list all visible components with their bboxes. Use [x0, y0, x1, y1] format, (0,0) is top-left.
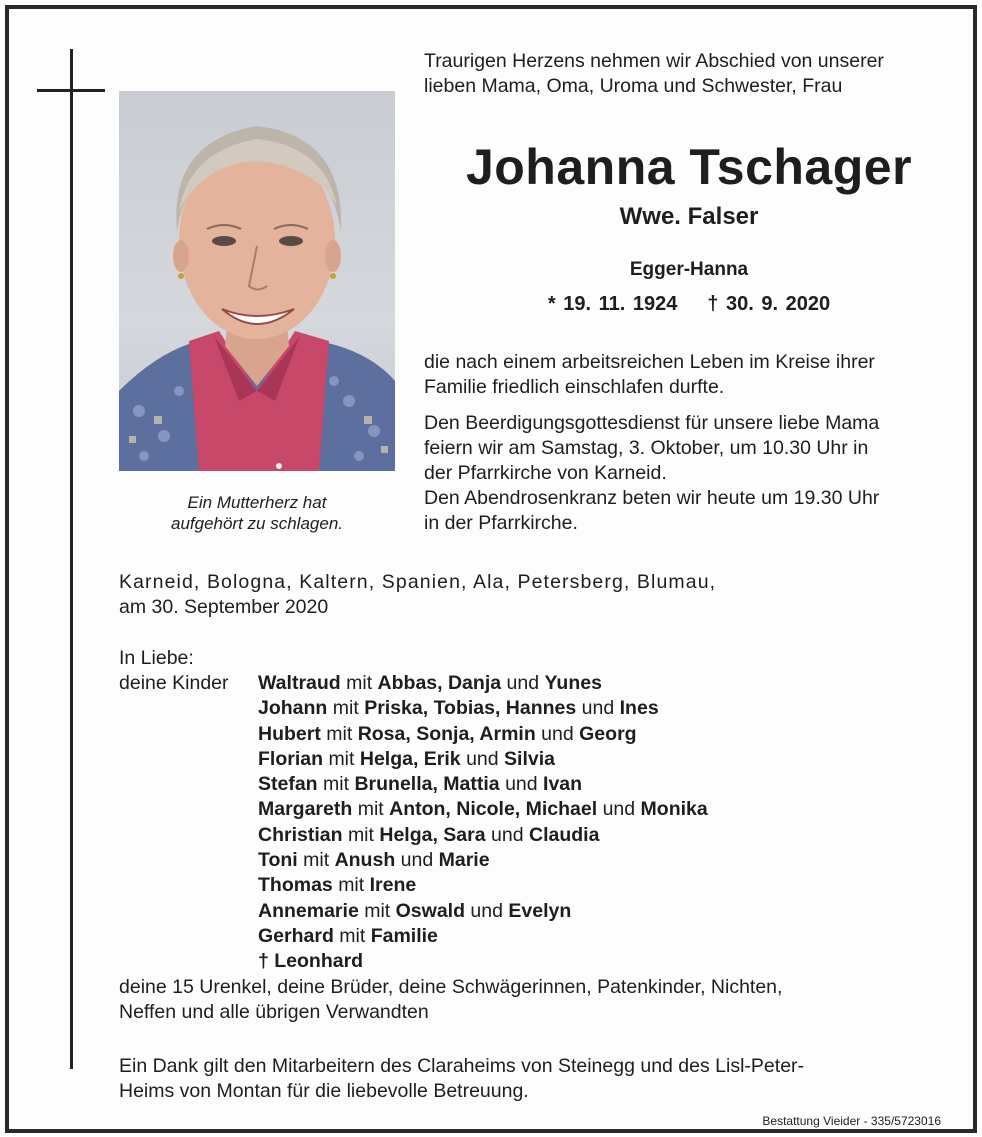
caption-line: aufgehört zu schlagen. [170, 514, 343, 533]
intro-line: Traurigen Herzens nehmen wir Abschied von unserer [424, 50, 884, 72]
birth-date: * 19. 11. 1924 [547, 293, 678, 315]
date-line: am 30. September 2020 [119, 596, 329, 618]
body-line: der Pfarrkirche von Karneid. [424, 462, 667, 484]
thanks-line: Heims von Montan für die liebevolle Betreuung. [119, 1080, 529, 1102]
body-text-1 [424, 350, 969, 400]
body-line: feiern wir am Samstag, 3. Oktober, um 10.30 Uhr in [424, 437, 869, 459]
funeral-home: Bestattung Vieider - 335/5723016 [762, 1114, 941, 1128]
body-line: Den Abendrosenkranz beten wir heute um 19.30 Uhr [424, 487, 880, 509]
list-item: Thomas mit Irene [258, 874, 417, 897]
list-item: Margareth mit Anton, Nicole, Michael und Monika [258, 798, 708, 821]
body-line: Den Beerdigungsgottesdienst für unsere liebe Mama [424, 412, 880, 434]
photo-caption [119, 492, 395, 534]
children-label: deine Kinder [119, 672, 229, 694]
list-item: Stefan mit Brunella, Mattia und Ivan [258, 773, 583, 796]
body-text-2 [424, 411, 969, 536]
list-item: † Leonhard [258, 950, 364, 973]
deceased-name: Johanna Tschager [465, 139, 913, 195]
list-item: Johann mit Priska, Tobias, Hannes und Ines [258, 697, 659, 720]
relatives-text [119, 975, 969, 1025]
body-line: Familie friedlich einschlafen durfte. [424, 376, 725, 398]
list-item: Toni mit Anush und Marie [258, 849, 490, 872]
life-dates [419, 293, 959, 316]
widow-name: Wwe. Falser [619, 203, 759, 230]
nickname: Egger-Hanna [629, 259, 749, 280]
list-item: Gerhard mit Familie [258, 924, 438, 947]
list-item: Annemarie mit Oswald und Evelyn [258, 899, 572, 922]
intro-line: lieben Mama, Oma, Uroma und Schwester, Frau [424, 75, 843, 97]
list-item: Christian mit Helga, Sara und Claudia [258, 823, 600, 846]
places-line: Karneid, Bologna, Kaltern, Spanien, Ala, Petersberg, Blumau, [119, 571, 717, 593]
children-list [258, 671, 958, 975]
list-item: Florian mit Helga, Erik und Silvia [258, 747, 555, 770]
body-line: die nach einem arbeitsreichen Leben im Kreise ihrer [424, 351, 875, 373]
caption-line: Ein Mutterherz hat [187, 493, 327, 512]
body-line: in der Pfarrkirche. [424, 512, 578, 534]
in-liebe-label: In Liebe: [119, 647, 194, 669]
cross-icon-bar [37, 89, 105, 92]
death-date: † 30. 9. 2020 [707, 293, 831, 315]
portrait-photo [119, 91, 395, 471]
relatives-line: Neffen und alle übrigen Verwandten [119, 1001, 429, 1023]
cross-icon [70, 49, 73, 1069]
relatives-line: deine 15 Urenkel, deine Brüder, deine Schwägerinnen, Patenkinder, Nichten, [119, 976, 783, 998]
thanks-text [119, 1054, 969, 1104]
list-item: Waltraud mit Abbas, Danja und Yunes [258, 672, 602, 694]
obituary-frame [5, 5, 977, 1133]
list-item: Hubert mit Rosa, Sonja, Armin und Georg [258, 722, 637, 745]
intro-text [424, 49, 969, 99]
thanks-line: Ein Dank gilt den Mitarbeitern des Claraheims von Steinegg und des Lisl-Peter- [119, 1055, 805, 1077]
